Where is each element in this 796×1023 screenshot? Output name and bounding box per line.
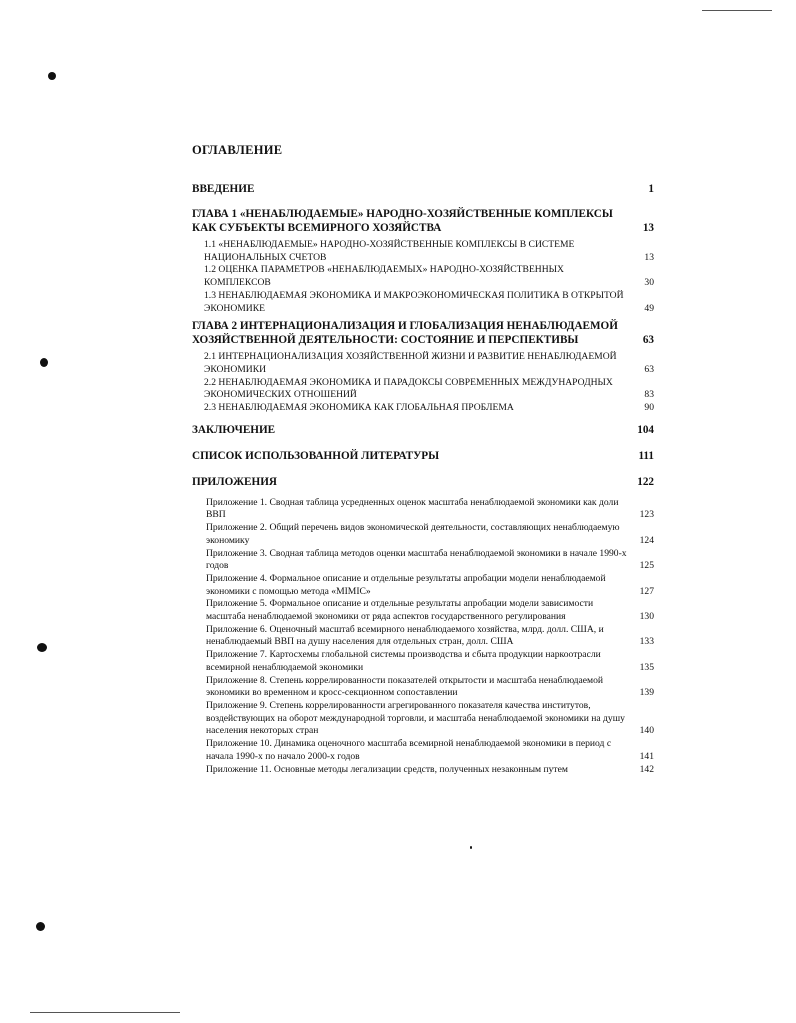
toc-references[interactable] xyxy=(192,449,654,463)
toc-chapter-2-page: 63 xyxy=(642,334,654,347)
scan-speck xyxy=(40,358,48,367)
toc-appendix[interactable]: Приложение 10. Динамика оценочного масштаба всемирной ненаблюдаемой экономики в период с начала 1990-х по начало 2000-х годов 141 xyxy=(206,738,654,762)
toc-appendix[interactable]: Приложение 6. Оценочный масштаб всемирного ненаблюдаемого хозяйства, млрд. долл. США, и ненаблюдаемый ВВП на душу населения для отдельных стран, долл. США 133 xyxy=(206,623,654,648)
page-title: ОГЛАВЛЕНИЕ xyxy=(192,143,283,157)
scan-speck xyxy=(48,72,56,80)
toc-intro-label: ВВЕДЕНИЕ xyxy=(192,183,255,195)
scan-edge-line xyxy=(702,10,772,11)
toc-section[interactable]: 2.3 НЕНАБЛЮДАЕМАЯ ЭКОНОМИКА КАК ГЛОБАЛЬНАЯ ПРОБЛЕМА 90 xyxy=(204,402,654,414)
toc-appendix[interactable]: Приложение 7. Картосхемы глобальной системы производства и сбыта продукции наркоотрасли всемирной ненаблюдаемой экономики 135 xyxy=(206,649,654,673)
toc-conclusion-label: ЗАКЛЮЧЕНИЕ xyxy=(192,423,276,436)
scan-edge-line xyxy=(30,1012,180,1013)
toc-appendix[interactable]: Приложение 3. Сводная таблица методов оценки масштаба ненаблюдаемой экономики в начале 1990-х годов 125 xyxy=(206,547,654,572)
toc-intro-page: 1 xyxy=(648,183,654,195)
toc-conclusion[interactable] xyxy=(192,423,654,437)
toc-chapter-1-page: 13 xyxy=(642,222,654,234)
scan-speck xyxy=(470,846,472,849)
toc-section[interactable]: 1.1 «НЕНАБЛЮДАЕМЫЕ» НАРОДНО-ХОЗЯЙСТВЕННЫЕ КОМПЛЕКСЫ В СИСТЕМЕ НАЦИОНАЛЬНЫХ СЧЕТОВ 13 xyxy=(204,239,654,263)
toc-appendix[interactable]: Приложение 2. Общий перечень видов экономической деятельности, составляющих ненаблюдаемую экономику 124 xyxy=(206,522,654,546)
toc-chapter-2[interactable] xyxy=(192,319,654,347)
scan-speck xyxy=(37,643,47,652)
toc-section[interactable]: 1.3 НЕНАБЛЮДАЕМАЯ ЭКОНОМИКА И МАКРОЭКОНОМИЧЕСКАЯ ПОЛИТИКА В ОТКРЫТОЙ ЭКОНОМИКЕ 49 xyxy=(204,289,654,314)
table-of-contents xyxy=(192,182,654,776)
toc-appendices-page: 122 xyxy=(637,475,654,488)
toc-appendix[interactable]: Приложение 11. Основные методы легализации средств, полученных незаконным путем 142 xyxy=(206,763,654,775)
toc-chapter-1[interactable] xyxy=(192,207,654,235)
toc-appendices[interactable] xyxy=(192,475,654,489)
toc-appendix[interactable]: Приложение 1. Сводная таблица усредненных оценок масштаба ненаблюдаемой экономики как доли ВВП 123 xyxy=(206,496,654,521)
toc-references-label: СПИСОК ИСПОЛЬЗОВАННОЙ ЛИТЕРАТУРЫ xyxy=(192,449,440,462)
toc-section[interactable]: 2.1 ИНТЕРНАЦИОНАЛИЗАЦИЯ ХОЗЯЙСТВЕННОЙ ЖИЗНИ И РАЗВИТИЕ НЕНАБЛЮДАЕМОЙ ЭКОНОМИКИ 63 xyxy=(204,351,654,375)
toc-chapter-2-label: ГЛАВА 2 ИНТЕРНАЦИОНАЛИЗАЦИЯ И ГЛОБАЛИЗАЦИЯ НЕНАБЛЮДАЕМОЙ ХОЗЯЙСТВЕННОЙ ДЕЯТЕЛЬНОСТИ: СОСТОЯНИЕ И ПЕРСПЕКТИВЫ xyxy=(192,320,618,347)
toc-appendix[interactable]: Приложение 4. Формальное описание и отдельные результаты апробации модели ненаблюдаемой экономики с помощью метода «MIMIC» 127 xyxy=(206,572,654,597)
toc-appendix[interactable]: Приложение 5. Формальное описание и отдельные результаты апробации модели зависимости масштаба ненаблюдаемой экономики от ряда аспектов государственного регулирования 130 xyxy=(206,598,654,623)
toc-section[interactable]: 1.2 ОЦЕНКА ПАРАМЕТРОВ «НЕНАБЛЮДАЕМЫХ» НАРОДНО-ХОЗЯЙСТВЕННЫХ КОМПЛЕКСОВ 30 xyxy=(204,264,654,289)
toc-appendix[interactable]: Приложение 8. Степень коррелированности показателей открытости и масштаба ненаблюдаемой экономики во временном и кросс-секционном сопоставлении 139 xyxy=(206,674,654,699)
toc-section[interactable]: 2.2 НЕНАБЛЮДАЕМАЯ ЭКОНОМИКА И ПАРАДОКСЫ СОВРЕМЕННЫХ МЕЖДУНАРОДНЫХ ЭКОНОМИЧЕСКИХ ОТНОШЕНИЙ 83 xyxy=(204,376,654,401)
scan-speck xyxy=(36,922,45,931)
toc-intro[interactable] xyxy=(192,182,654,196)
toc-appendix[interactable]: Приложение 9. Степень коррелированности агрегированного показателя качества институтов, воздействующих на оборот международной торговли, и масштаба ненаблюдаемой экономики на душу населения некоторых стран 140 xyxy=(206,699,654,737)
toc-chapter-1-label: ГЛАВА 1 «НЕНАБЛЮДАЕМЫЕ» НАРОДНО-ХОЗЯЙСТВЕННЫЕ КОМПЛЕКСЫ КАК СУБЪЕКТЫ ВСЕМИРНОГО ХОЗЯЙСТВА xyxy=(192,208,613,234)
toc-conclusion-page: 104 xyxy=(637,423,654,436)
toc-appendices-label: ПРИЛОЖЕНИЯ xyxy=(192,475,278,488)
toc-references-page: 111 xyxy=(638,449,654,462)
